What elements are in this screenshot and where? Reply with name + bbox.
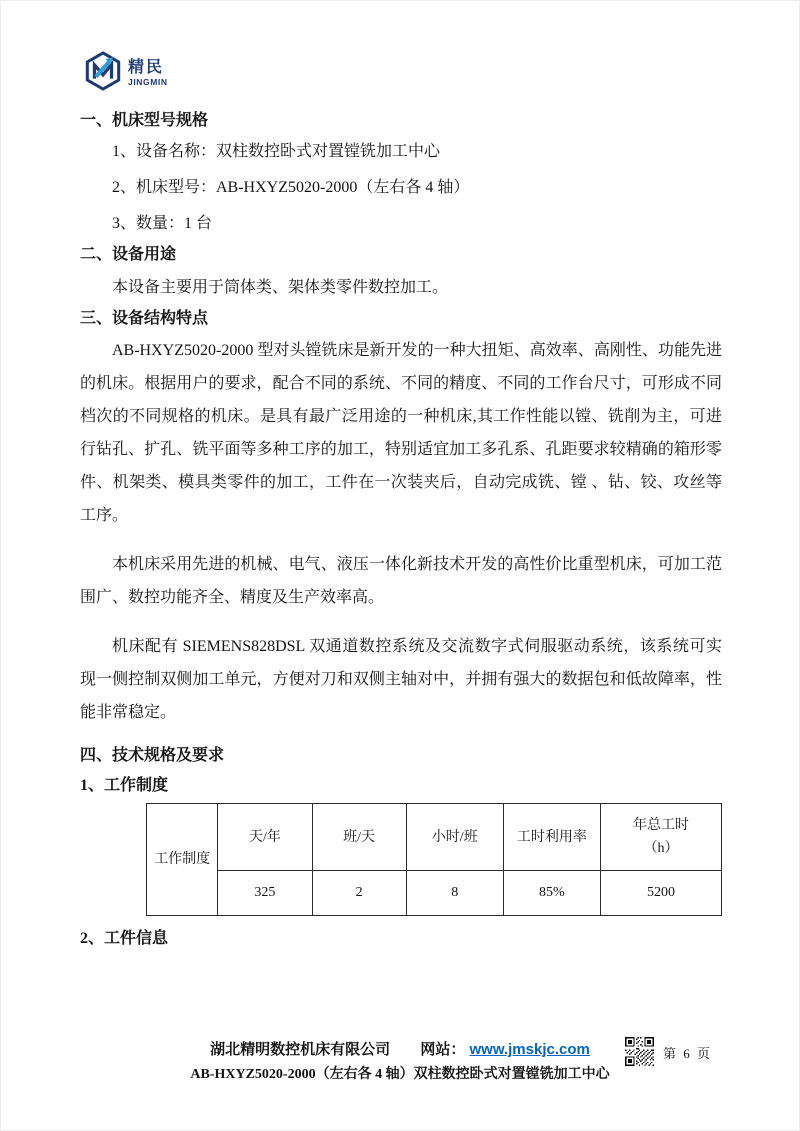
- table-value-days-per-year: 325: [218, 871, 312, 916]
- table-header-annual-hours: [600, 804, 721, 871]
- table-data-row: [147, 871, 722, 916]
- structure-paragraph-2: 本机床采用先进的机械、电气、液压一体化新技术开发的高性价比重型机床，可加工范围广、数控功能齐全、精度及生产效率高。: [80, 556, 722, 606]
- qr-code-icon: [625, 1037, 654, 1071]
- table-header-shifts-per-day: 班/天: [312, 804, 406, 871]
- structure-paragraph-3: 机床配有 SIEMENS828DSL 双通道数控系统及交流数字式伺服驱动系统，该系统可实现一侧控制双侧加工单元，方便对刀和双侧主轴对中，并拥有强大的数据包和低故障率，性能非常稳定。: [80, 638, 722, 721]
- table-value-hours-per-shift: 8: [406, 871, 503, 916]
- sub-heading-workpiece-info: 2、工件信息: [80, 930, 169, 947]
- section-heading-machine-model: 一、机床型号规格: [80, 112, 209, 129]
- footer-company-name: 湖北精明数控机床有限公司: [210, 1041, 391, 1058]
- logo-hexagon-m-icon: [84, 50, 122, 97]
- structure-paragraph-1: AB-HXYZ5020-2000 型对头镗铣床是新开发的一种大扭矩、高效率、高刚性、功能先进的机床。根据用户的要求，配合不同的系统、不同的精度、不同的工作台尺寸，可形成不同档次的不同规格的机床。是具有最广泛用途的一种机床,其工作性能以镗、铣削为主，可进行钻孔、扩孔、铣平面等多种工序的加工，特别适宜加工多孔系、孔距要求较精确的箱形零件、机架类、模具类零件的加工，工件在一次装夹后，自动完成铣、镗 、钻、铰、攻丝等工序。: [80, 342, 722, 524]
- table-value-utilization: 85%: [503, 871, 600, 916]
- footer-website-label: 网站：: [420, 1041, 466, 1058]
- list-item-device-name: 1、设备名称：双柱数控卧式对置镗铣加工中心: [112, 143, 441, 160]
- table-header-annual-hours-line1: 年总工时: [632, 818, 689, 833]
- footer-website-link[interactable]: www.jmskjc.com: [469, 1041, 590, 1058]
- table-row-label: 工作制度: [147, 804, 218, 916]
- list-item-quantity: 3、数量：1 台: [112, 215, 213, 232]
- table-header-days-per-year: 天/年: [218, 804, 312, 871]
- section-heading-structure-features: 三、设备结构特点: [80, 310, 209, 327]
- document-content: [80, 0, 722, 950]
- table-header-hours-per-shift: 小时/班: [406, 804, 503, 871]
- page-number: 第 6 页: [663, 1046, 713, 1061]
- machine-model-list: [80, 134, 722, 242]
- list-item-machine-model: 2、机床型号：AB-HXYZ5020-2000（左右各 4 轴）: [112, 179, 470, 196]
- brand-name-cn: 精民: [128, 58, 165, 76]
- footer-machine-subtitle: AB-HXYZ5020-2000（左右各 4 轴）双柱数控卧式对置镗铣加工中心: [190, 1067, 610, 1082]
- table-header-utilization: 工时利用率: [503, 804, 600, 871]
- sub-heading-work-schedule: 1、工作制度: [80, 777, 169, 794]
- table-value-shifts-per-day: 2: [312, 871, 406, 916]
- table-value-annual-hours: 5200: [600, 871, 721, 916]
- table-header-row: [147, 804, 722, 871]
- section-heading-device-purpose: 二、设备用途: [80, 246, 177, 263]
- work-schedule-table: [146, 803, 722, 916]
- section-heading-tech-specs: 四、技术规格及要求: [80, 747, 225, 764]
- device-purpose-text: 本设备主要用于筒体类、架体类零件数控加工。: [112, 279, 449, 296]
- company-logo: [84, 50, 722, 96]
- table-header-annual-hours-line2: （h）: [643, 841, 679, 856]
- logo-wordmark: [128, 60, 168, 87]
- brand-name-en: JINGMIN: [128, 76, 168, 87]
